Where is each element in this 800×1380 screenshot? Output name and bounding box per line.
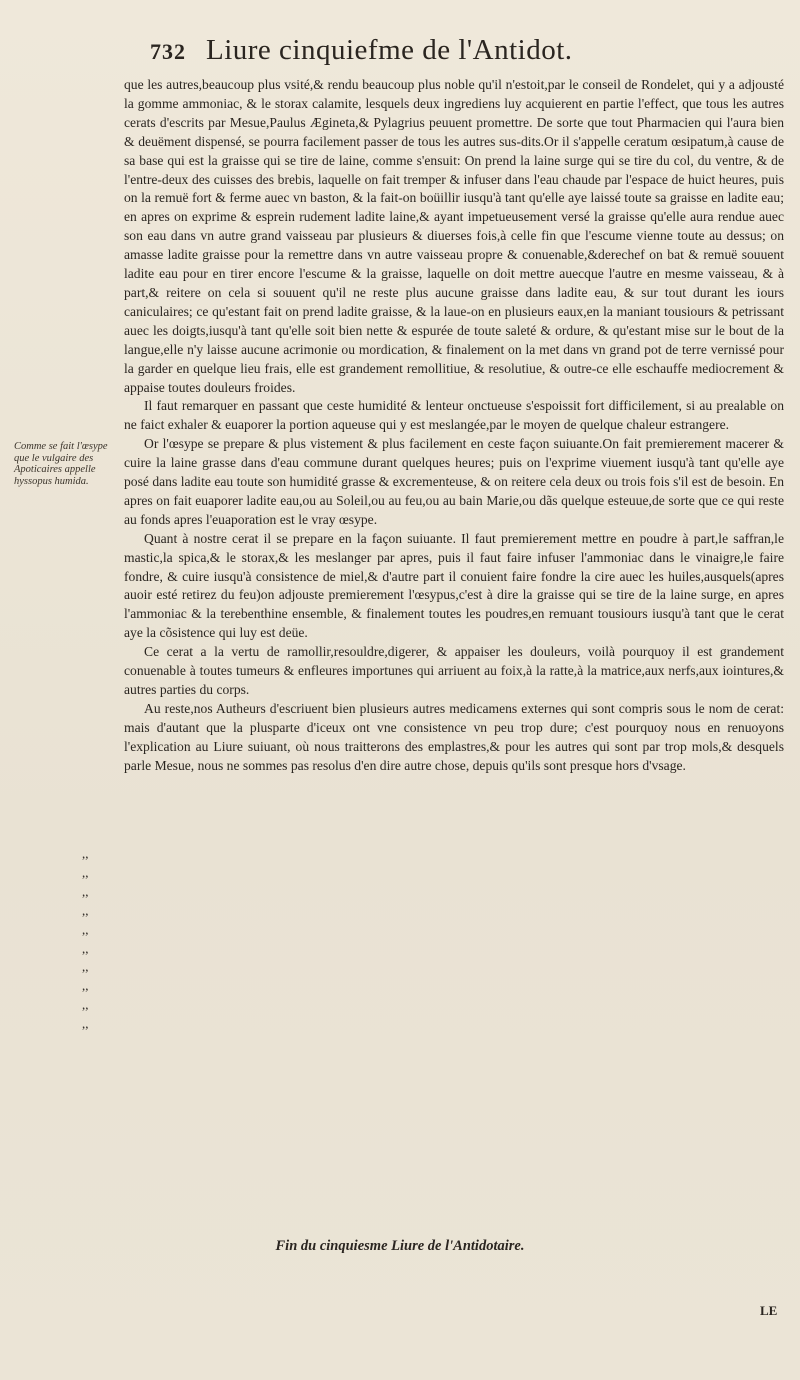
paragraph-au-reste: Au reste,nos Autheurs d'escriuent bien plusieurs autres medicamens externes qui sont compris sous le nom de cerat: mais d'autant que la plusparte d'iceux ont vne consistence vn peu trop dure; c'est pourquoy nous en renuoyons l'explication au Liure suiuant, où nous traitterons des emplastres,& pour les autres qui sont par trop mols,& desquels parle Mesue, nous ne sommes pas resolus d'en dire autre chose, depuis qu'ils sont presque hors d'vsage. — [124, 700, 784, 773]
page-header — [150, 34, 750, 67]
paragraph-oesype: Or l'œsype se prepare & plus vistement & plus facilement en ceste façon suiuante.On fait premierement macerer & cuire la laine grasse dans d'eau commune durant quelques heures; puis on l'exprime viuement iusqu'à tant qu'elle aye posé dans ladite eau toute son humidité grasse & excrementeuse, & on reitere cela deux ou trois fois s'il est de besoin. En apres on fait euaporer ladite eau,ou au Soleil,ou au feu,ou au bain Marie,ou dãs quelque esteuue,de sorte que ce qui reste au fonds apres l'euaporation est le vray œsype. — [124, 436, 784, 527]
quote-mark: ,, — [82, 959, 89, 975]
quote-marks-column — [82, 845, 96, 1034]
paragraph-remarque: Il faut remarquer en passant que ceste humidité & lenteur onctueuse s'espoissit fort difficilement, si au prealable on ne faict exhaler & euaporer la portion aqueuse qui y est meslangée,par le moyen de quelque chaleur estrangere. — [124, 398, 784, 433]
paragraph-cerat-preparation: Quant à nostre cerat il se prepare en la façon suiuante. Il faut premierement mettre en poudre à part,le saffran,le mastic,la spica,& le storax,& les meslanger par apres, puis il faut faire infuser l'ammoniac dans le vinaigre,le faire fondre, & cuire iusqu'à consistence de miel,& d'autre part il conuient faire fondre la cire auec les huiles,ausquels(apres auoir esté retirez du feu)on adjouste premierement l'œsypus,c'est à dire la graisse qui se tire de la laine surge, en apres l'ammoniac & la terebenthine ensemble, & finalement toutes les poudres,en remuant tousiours iusqu'à tant que le cerat aye la cõsistence qui luy est deüe. — [124, 530, 784, 641]
quote-mark: ,, — [82, 902, 89, 918]
quote-mark: ,, — [82, 883, 89, 899]
paragraph-continuation: que les autres,beaucoup plus vsité,& rendu beaucoup plus noble qu'il n'estoit,par le conseil de Rondelet, qui y a adjousté la gomme ammoniac, & le storax calamite, lesquels deux ingrediens luy acquierent en partie l'effect, que tous les autres cerats d'escrits par Mesue,Paulus Æginetа,& Pylagrius peuuent promettre. De sorte que tout Pharmacien qui l'aura bien & deuëment dispensé, se pourra facilement passer de tous les autres sus-dits.Or il s'appelle ceratum œsipatum,à cause de sa base qui est la graisse qui se tire de laine, comme s'ensuit: On prend la laine surge qui se tire du col, du ventre, & de l'entre-deux des cuisses des brebis, laquelle on fait tremper & infuser dans l'eau chaude par l'espace de huict heures, puis on la remuë fort & ferme auec vn baston, & la fait-on boüillir iusqu'à tant qu'elle aye laissé toute sa graisse en ladite eau; en apres on exprime & esprein rudement ladite laine,& ayant impetueusement versé la graisse qu'elle aura rendue auec son eau dans vn autre grand vaisseau par plusieurs & diuerses fois,à celle fin que l'escume vienne toute au dessus; on amasse ladite graisse pour la remettre dans vn autre vaisseau propre & conuenable,&derechef on bat & remuë souuent ladite eau pour en tirer encore l'escume & la graisse, laquelle on doit mettre auecque l'autre en mesme vaisseau, & à part,& reitere on cela si souuent qu'il ne reste plus aucune graisse dans ladite eau, & sur tout durant les iours caniculaires; ce qu'estant fait on prend ladite graisse, & la laue-on en plusieurs eaux,en la maniant tousiours & petrissant auec les doigts,iusqu'à tant qu'elle soit bien nette & espurée de toute saleté & ordure, & qu'estant mise sur le bout de la langue,elle n'y laisse aucune acrimonie ou mordication, & finalement on la met dans vn grand pot de terre vernissé pour la garder en quelque lieu frais, elle est grandement remollitiue, & resolutiue, & outre-ce elle eschauffe mediocrement & appaise toutes douleurs froides. — [124, 77, 784, 395]
page-number: 732 — [150, 39, 186, 64]
quote-mark: ,, — [82, 978, 89, 994]
quote-mark: ,, — [82, 921, 89, 937]
body-text — [124, 76, 784, 776]
paragraph-cerat-vertu: Ce cerat a la vertu de ramollir,resouldre,digerer, & appaiser les douleurs, voilà pourquoy il est grandement conuenable à toutes tumeurs & enfleures importunes qui arriuent au foix,à la ratte,à la matrice,aux nerfs,aux iointures,& autres parties du corps. — [124, 644, 784, 697]
quote-mark: ,, — [82, 864, 89, 880]
quote-mark: ,, — [82, 997, 89, 1013]
quote-mark: ,, — [82, 940, 89, 956]
margin-note: Comme se fait l'œsype que le vulgaire des Apoticaires appelle hyssopus humida. — [14, 441, 108, 487]
quote-mark: ,, — [82, 846, 89, 861]
running-head: Liure cinquiefme de l'Antidot. — [206, 34, 573, 66]
quote-mark: ,, — [82, 1016, 89, 1032]
catchword: LE — [760, 1303, 778, 1318]
end-of-book-title: Fin du cinquiesme Liure de l'Antidotaire. — [275, 1238, 525, 1254]
